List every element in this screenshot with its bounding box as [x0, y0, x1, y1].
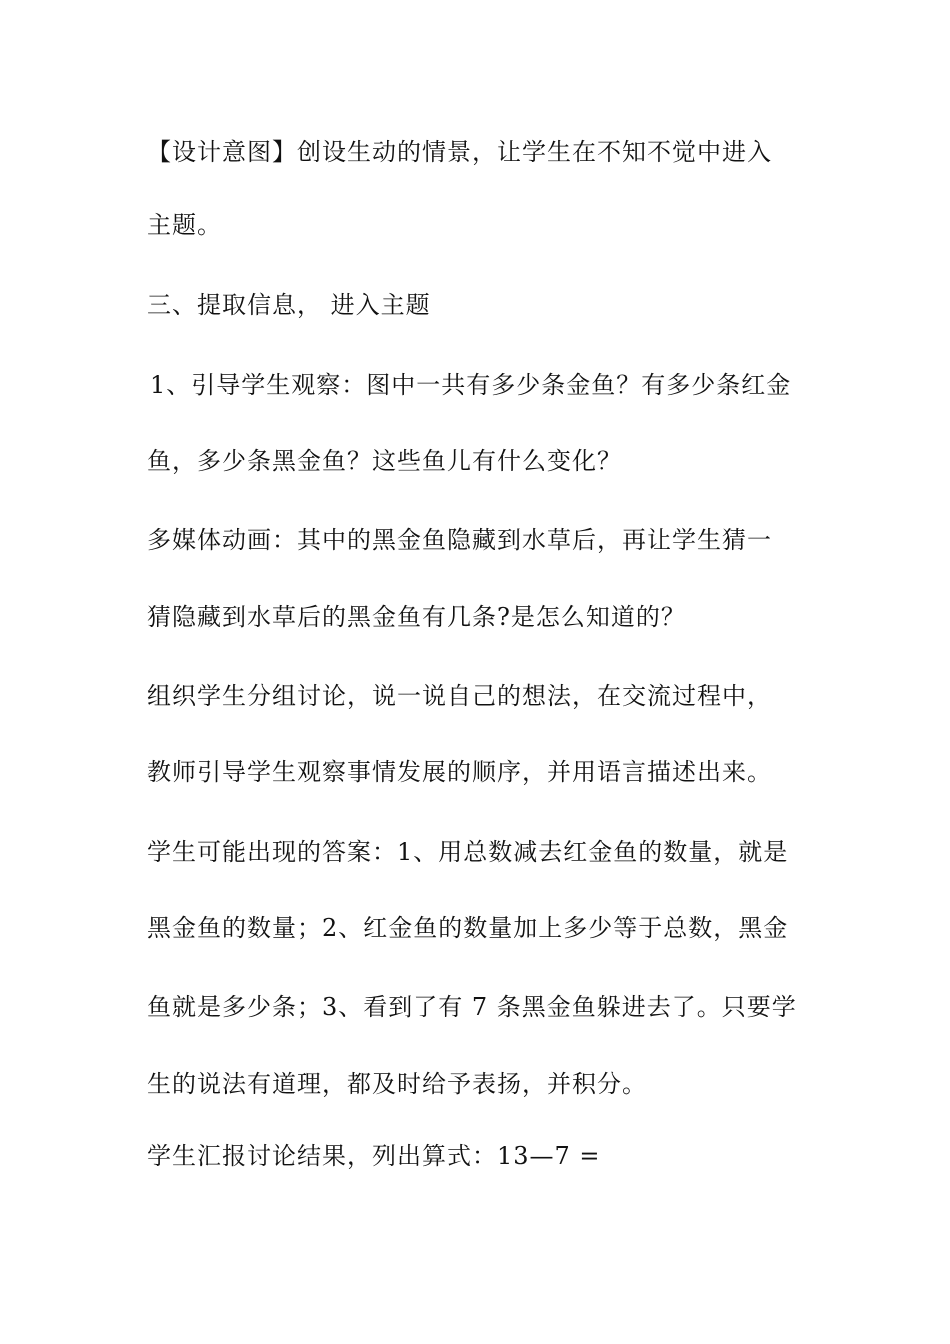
design-intent-line: 【设计意图】创设生动的情景，让学生在不知不觉中进入: [147, 138, 772, 166]
paragraph-line: 黑金鱼的数量；2、红金鱼的数量加上多少等于总数，黑金: [147, 914, 789, 942]
paragraph-line: 1、引导学生观察：图中一共有多少条金鱼？有多少条红金: [150, 371, 792, 399]
paragraph-line: 教师引导学生观察事情发展的顺序，并用语言描述出来。: [147, 758, 772, 786]
paragraph-line: 学生可能出现的答案：1、用总数减去红金鱼的数量，就是: [147, 838, 789, 866]
equation-line: 学生汇报讨论结果，列出算式：13—7 =: [147, 1142, 601, 1170]
paragraph-line: 生的说法有道理，都及时给予表扬，并积分。: [147, 1070, 647, 1098]
paragraph-line: 猜隐藏到水草后的黑金鱼有几条?是怎么知道的？: [147, 603, 686, 631]
paragraph-line: 鱼就是多少条；3、看到了有 7 条黑金鱼躲进去了。只要学: [147, 993, 797, 1021]
paragraph-line: 主题。: [147, 211, 222, 239]
paragraph-line: 组织学生分组讨论，说一说自己的想法，在交流过程中，: [147, 682, 772, 710]
section-heading: 三、提取信息， 进入主题: [147, 291, 431, 319]
paragraph-line: 鱼，多少条黑金鱼？这些鱼儿有什么变化？: [147, 447, 622, 475]
paragraph-line: 多媒体动画：其中的黑金鱼隐藏到水草后，再让学生猜一: [147, 526, 772, 554]
